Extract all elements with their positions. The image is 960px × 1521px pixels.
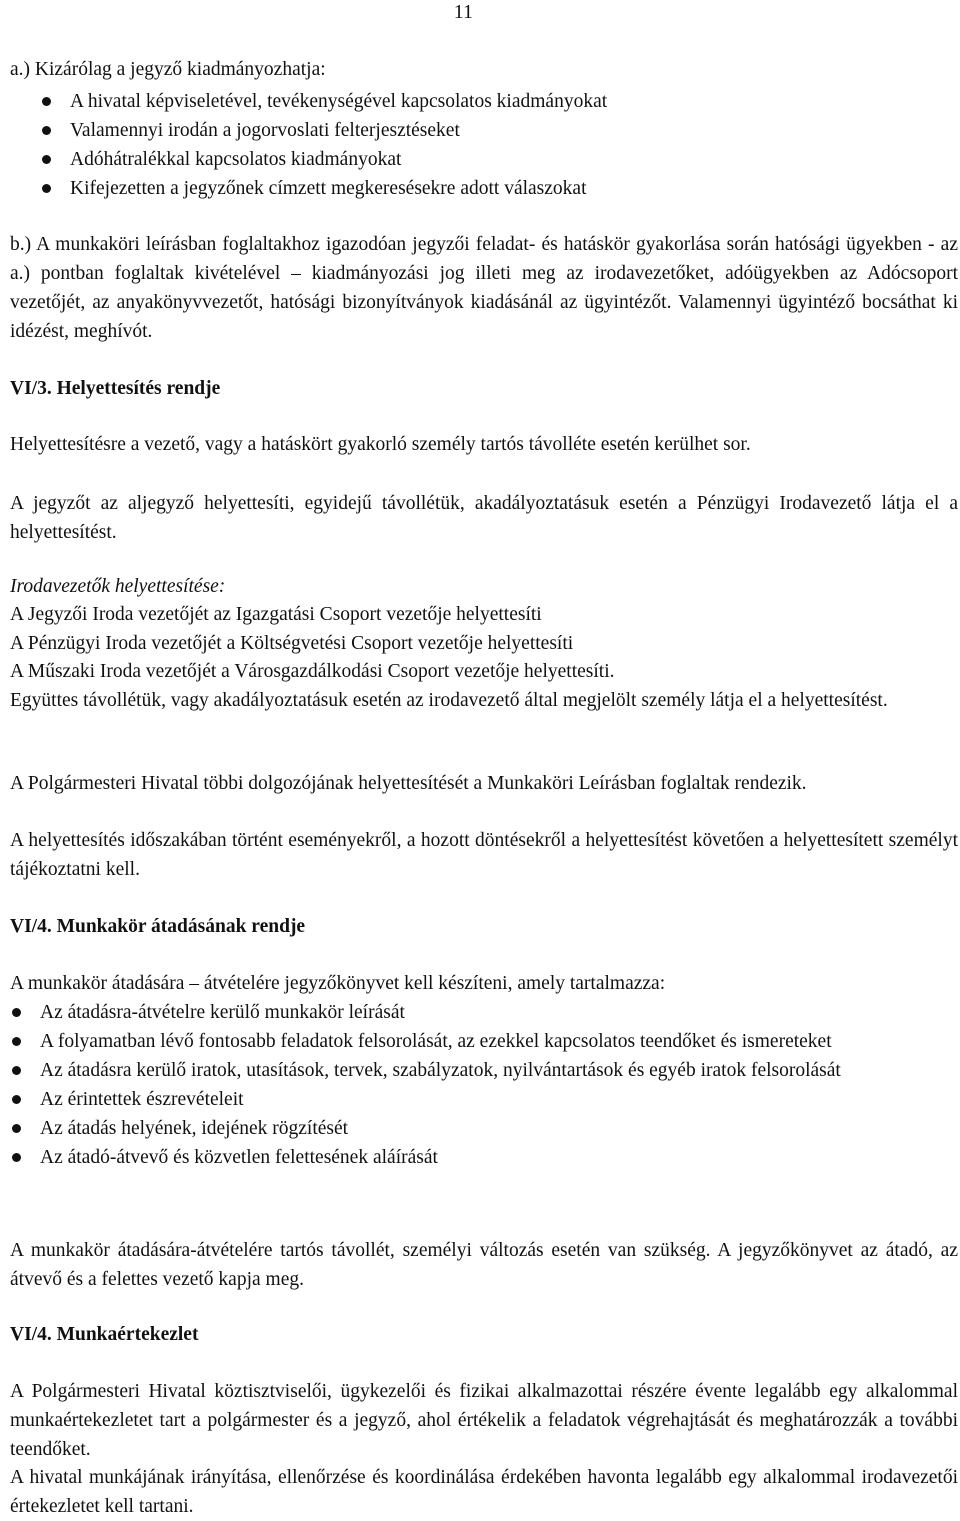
vi4-handover-heading: VI/4. Munkakör átadásának rendje	[10, 916, 306, 937]
vi4-meeting-paragraph-1: A Polgármesteri Hivatal köztisztviselői, ügykezelői és fizikai alkalmazottai részére évente legalább egy alkalommal munkaértekezletet tart a polgármester és a jegyző, ahol értékelik a feladatok végrehajtását és meghatározzák a további teendőket.	[10, 1381, 958, 1460]
vi4-handover-outro: A munkakör átadására-átvételére tartós távollét, személyi változás esetén van szükség. A jegyzőkönyvet az átadó, az átvevő és a felettes vezető kapja meg.	[10, 1240, 958, 1290]
section-b-paragraph: b.) A munkaköri leírásban foglaltakhoz igazodóan jegyzői feladat- és hatáskör gyakorlása során hatósági ügyekben - az a.) pontban foglaltak kivételével – kiadmányozási jog illeti meg az irodavezetőket, adóügyekben az Adócsoport vezetőjét, az anyakönyvvezetőt, hatósági bizonyítványok kiadásánál az ügyintézőt. Valamennyi ügyintéző bocsáthat ki idézést, meghívót.	[10, 234, 958, 342]
list-item: Az átadó-átvevő és közvetlen felettesének aláírását	[10, 1143, 958, 1172]
vi3-paragraph-4: A helyettesítés időszakában történt eseményekről, a hozott döntésekről a helyettesítést követően a helyettesített személyt tájékoztatni kell.	[10, 830, 958, 880]
vi3-line-2: A Pénzügyi Iroda vezetőjét a Költségvetési Csoport vezetője helyettesíti	[10, 633, 574, 654]
vi4-handover-intro: A munkakör átadására – átvételére jegyzőkönyvet kell készíteni, amely tartalmazza:	[10, 973, 666, 994]
vi4-meeting-paragraph-2: A hivatal munkájának irányítása, ellenőrzése és koordinálása érdekében havonta legalább egy alkalommal irodavezetői értekezletet kell tartani.	[10, 1467, 958, 1517]
vi3-subheading: Irodavezetők helyettesítése:	[10, 576, 226, 597]
list-item: Adóhátralékkal kapcsolatos kiadmányokat	[40, 145, 940, 174]
section-a-heading: a.) Kizárólag a jegyző kiadmányozhatja:	[10, 59, 326, 80]
list-item: A hivatal képviseletével, tevékenységével kapcsolatos kiadmányokat	[40, 87, 940, 116]
vi3-heading: VI/3. Helyettesítés rendje	[10, 378, 221, 399]
vi3-line-3: A Műszaki Iroda vezetőjét a Városgazdálkodási Csoport vezetője helyettesíti.	[10, 661, 615, 682]
list-item: Az átadás helyének, idejének rögzítését	[10, 1114, 958, 1143]
vi3-paragraph-3: A Polgármesteri Hivatal többi dolgozójának helyettesítését a Munkaköri Leírásban foglaltak rendezik.	[10, 773, 807, 794]
page-number: 11	[453, 1, 473, 23]
vi4-handover-list	[10, 998, 958, 1172]
vi3-line-1: A Jegyzői Iroda vezetőjét az Igazgatási Csoport vezetője helyettesíti	[10, 604, 542, 625]
list-item: A folyamatban lévő fontosabb feladatok felsorolását, az ezekkel kapcsolatos teendőket és ismereteket	[10, 1027, 958, 1056]
vi3-paragraph-1: Helyettesítésre a vezető, vagy a hatáskört gyakorló személy tartós távolléte esetén kerülhet sor.	[10, 434, 751, 455]
vi4-meeting-heading: VI/4. Munkaértekezlet	[10, 1324, 199, 1345]
section-a-list	[40, 87, 940, 203]
vi3-paragraph-2: A jegyzőt az aljegyző helyettesíti, egyidejű távollétük, akadályoztatásuk esetén a Pénzügyi Irodavezető látja el a helyettesítést.	[10, 493, 958, 543]
list-item: Az átadásra kerülő iratok, utasítások, tervek, szabályzatok, nyilvántartások és egyéb iratok felsorolását	[10, 1056, 958, 1085]
vi3-line-4: Együttes távollétük, vagy akadályoztatásuk esetén az irodavezető által megjelölt személy látja el a helyettesítést.	[10, 690, 888, 711]
list-item: Kifejezetten a jegyzőnek címzett megkeresésekre adott válaszokat	[40, 174, 940, 203]
list-item: Valamennyi irodán a jogorvoslati felterjesztéseket	[40, 116, 940, 145]
list-item: Az átadásra-átvételre kerülő munkakör leírását	[10, 998, 958, 1027]
list-item: Az érintettek észrevételeit	[10, 1085, 958, 1114]
